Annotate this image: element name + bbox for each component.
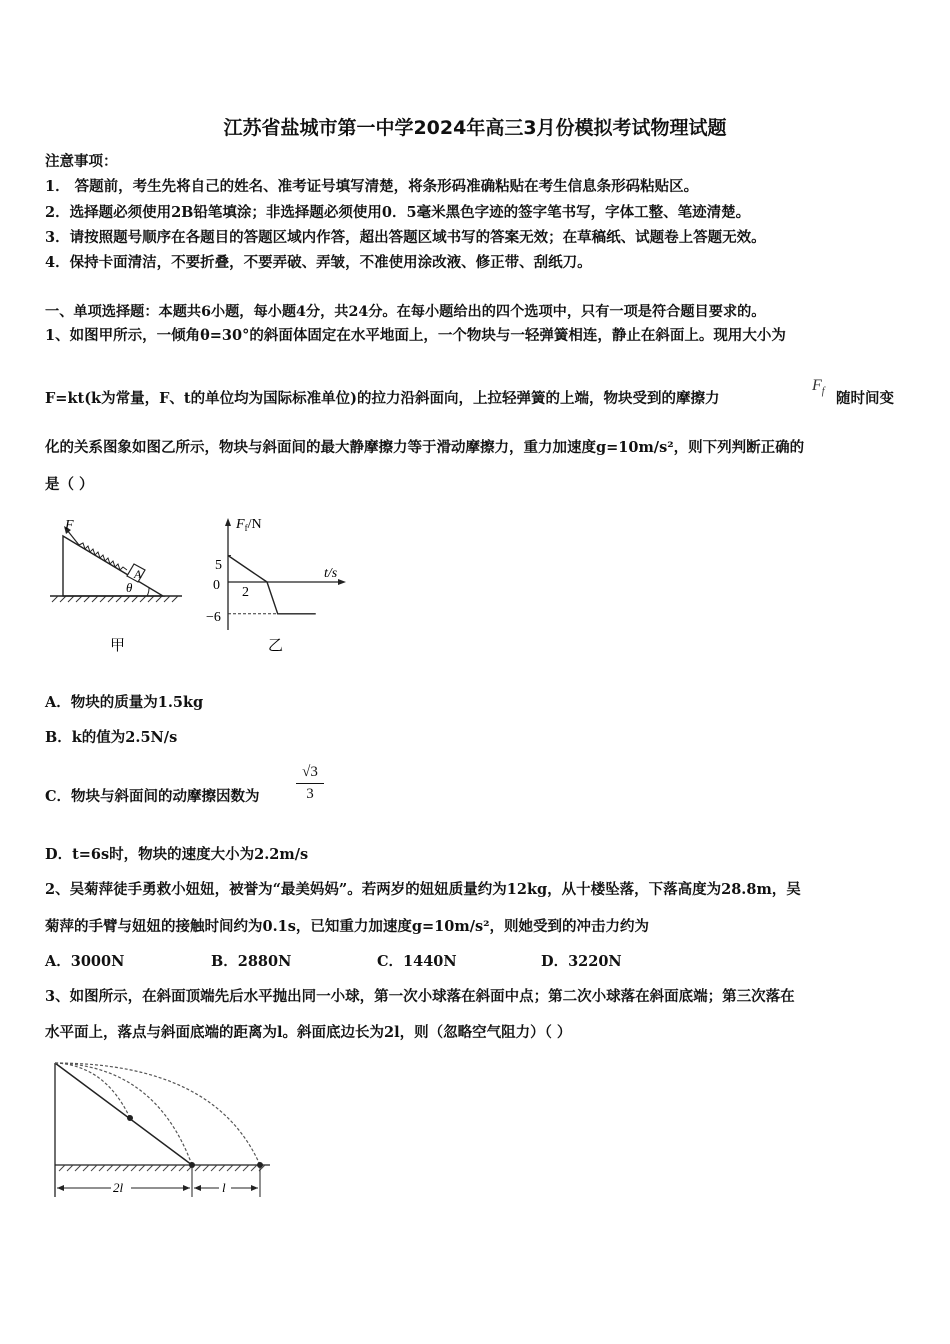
option-a[interactable]: A．物块的质量为1.5kg <box>45 694 204 711</box>
landing-point-mid <box>127 1115 133 1121</box>
q2-line1: 2、吴菊萍徒手勇救小妞妞，被誉为“最美妈妈”。若两岁的妞妞质量约为12kg，从十楼坠落，下落高度为28.8m，吴 <box>45 881 801 898</box>
q1-line2-end: 随时间变 <box>836 390 894 407</box>
q1-line4: 是（ ） <box>45 476 94 493</box>
angle-label: θ <box>126 580 133 595</box>
block-label: A <box>134 567 142 581</box>
page-title: 江苏省盐城市第一中学2024年高三3月份模拟考试物理试题 <box>223 117 727 139</box>
option-c[interactable]: C．物块与斜面间的动摩擦因数为 <box>45 788 260 805</box>
x-tick-2: 2 <box>242 585 249 600</box>
figure-q3-projectile <box>45 1055 285 1205</box>
q3-line1: 3、如图所示，在斜面顶端先后水平抛出同一小球，第一次小球落在斜面中点；第二次小球落在斜面底端；第三次落在 <box>45 988 795 1005</box>
y-tick-minus6: −6 <box>206 610 221 625</box>
q3-line2: 水平面上，落点与斜面底端的距离为l。斜面底边长为2l，则（忽略空气阻力）（ ） <box>45 1024 572 1041</box>
friction-symbol: $F_f$ <box>812 377 825 398</box>
y-axis-label: $F_f/N$ <box>236 517 262 533</box>
incline <box>63 536 163 596</box>
section-heading: 一、单项选择题：本题共6小题，每小题4分，共24分。在每小题给出的四个选项中，只有一项是符合题目要求的。 <box>45 304 766 320</box>
q2-line2: 菊萍的手臂与妞妞的接触时间约为0.1s，已知重力加速度g=10m/s²，则她受到的冲击力约为 <box>45 918 650 935</box>
incline-slope <box>55 1063 192 1165</box>
figure-jia <box>45 510 190 660</box>
fraction-sqrt3-over-3: $\frac{√3}{3}$ <box>296 764 324 803</box>
notice-heading: 注意事项： <box>45 153 118 170</box>
figure-yi-chart <box>198 510 358 660</box>
label-l: l <box>222 1180 226 1195</box>
caption-jia: 甲 <box>110 638 126 654</box>
notice-item: 2．选择题必须使用2B铅笔填涂；非选择题必须使用0．5毫米黑色字迹的签字笔书写，字体工整、笔迹清楚。 <box>45 204 751 221</box>
q1-line3: 化的关系图象如图乙所示，物块与斜面间的最大静摩擦力等于滑动摩擦力，重力加速度g=10m/s²，则下列判断正确的 <box>45 439 805 456</box>
option-d[interactable]: D．t=6s时，物块的速度大小为2.2m/s <box>45 846 309 863</box>
y-tick-5: 5 <box>215 558 222 573</box>
notice-item: 4．保持卡面清洁，不要折叠，不要弄破、弄皱，不准使用涂改液、修正带、刮纸刀。 <box>45 254 592 271</box>
q2-option-c[interactable]: C．1440N <box>377 953 457 970</box>
q1-line1: 1、如图甲所示，一倾角θ=30°的斜面体固定在水平地面上，一个物块与一轻弹簧相连，静止在斜面上。现用大小为 <box>45 327 786 344</box>
spring <box>79 543 127 570</box>
q2-option-a[interactable]: A．3000N <box>45 953 125 970</box>
trajectory-3 <box>55 1063 260 1165</box>
notice-item: 3．请按照题号顺序在各题目的答题区域内作答，超出答题区域书写的答案无效；在草稿纸、试题卷上答题无效。 <box>45 229 766 246</box>
caption-yi: 乙 <box>268 638 284 654</box>
option-b[interactable]: B．k的值为2.5N/s <box>45 729 178 746</box>
force-label: F <box>65 518 74 533</box>
angle-arc <box>147 588 149 596</box>
x-axis-label: t/s <box>324 566 338 581</box>
notice-item: 1． 答题前，考生先将自己的姓名、准考证号填写清楚，将条形码准确粘贴在考生信息条形码粘贴区。 <box>45 178 699 195</box>
y-tick-0: 0 <box>213 578 220 593</box>
q2-option-d[interactable]: D．3220N <box>541 953 622 970</box>
q1-line2: F=kt(k为常量，F、t的单位均为国际标准单位)的拉力沿斜面向，上拉轻弹簧的上端，物块受到的摩擦力 <box>45 390 720 407</box>
q2-option-b[interactable]: B．2880N <box>211 953 292 970</box>
label-2l: 2l <box>113 1180 124 1195</box>
